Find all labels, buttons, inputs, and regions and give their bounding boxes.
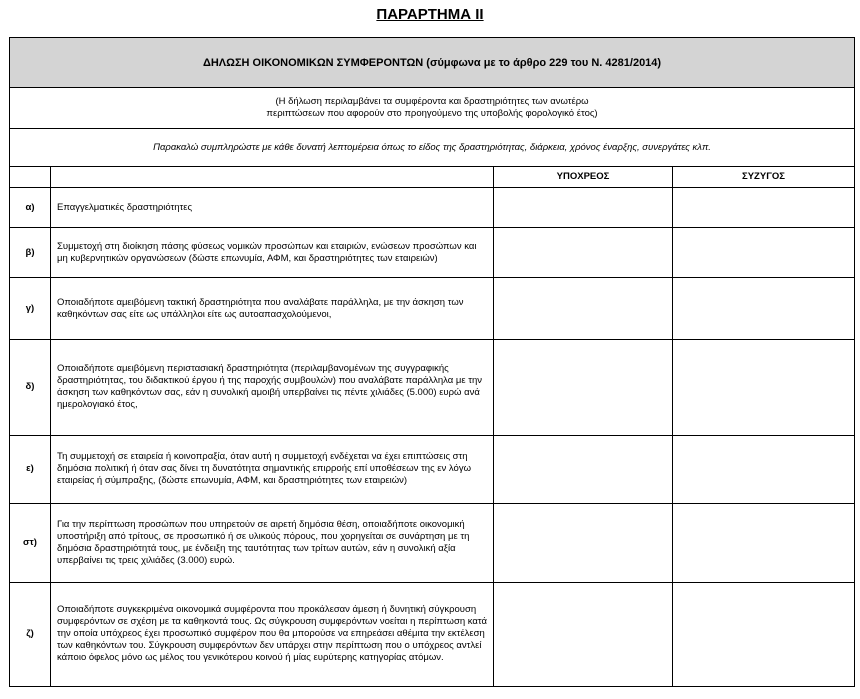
row-letter: γ) (10, 278, 51, 340)
declaration-form-table (9, 37, 855, 687)
spouse-entry-cell[interactable] (673, 188, 855, 228)
obligor-entry-cell[interactable] (494, 435, 673, 503)
obligor-entry-cell[interactable] (494, 188, 673, 228)
spouse-entry-cell[interactable] (673, 582, 855, 686)
form-header-row (10, 38, 855, 88)
note-line-1: (Η δήλωση περιλαμβάνει τα συμφέροντα και δραστηριότητες των ανωτέρω (275, 96, 589, 108)
obligor-entry-cell[interactable] (494, 503, 673, 582)
row-description: Επαγγελματικές δραστηριότητες (51, 188, 494, 228)
column-header-empty-letter (10, 167, 51, 188)
note-line-2: περιπτώσεων που αφορούν στο προηγούμενο της υποβολής φορολογικό έτος) (266, 108, 598, 120)
table-row (10, 503, 855, 582)
row-letter: β) (10, 228, 51, 278)
column-header-empty-desc (51, 167, 494, 188)
column-header-row (10, 167, 855, 188)
row-letter: α) (10, 188, 51, 228)
row-description: Οποιαδήποτε αμειβόμενη περιστασιακή δραστηριότητα (περιλαμβανομένων της συγγραφικής δραστηριότητας, του διδακτικού έργου ή της παροχής συμβουλών) που αναλάβατε παράλληλα με την άσκηση των καθηκόντων σας, εάν η συνολική αμοιβή υπερβαίνει τις πέντε χιλιάδες (5.000) ευρώ ανά ημερολογιακό έτος, (51, 340, 494, 435)
spouse-entry-cell[interactable] (673, 278, 855, 340)
obligor-entry-cell[interactable] (494, 582, 673, 686)
spouse-entry-cell[interactable] (673, 228, 855, 278)
form-header: ΔΗΛΩΣΗ ΟΙΚΟΝΟΜΙΚΩΝ ΣΥΜΦΕΡΟΝΤΩΝ (σύμφωνα με το άρθρο 229 του Ν. 4281/2014) (10, 38, 855, 88)
note-cell (10, 88, 855, 129)
page-title: ΠΑΡΑΡΤΗΜΑ ΙΙ (376, 6, 484, 23)
spouse-entry-cell[interactable] (673, 435, 855, 503)
row-letter: στ) (10, 503, 51, 582)
row-letter: ζ) (10, 582, 51, 686)
column-header-spouse: ΣΥΖΥΓΟΣ (673, 167, 855, 188)
row-letter: δ) (10, 340, 51, 435)
table-row (10, 188, 855, 228)
row-description: Οποιαδήποτε συγκεκριμένα οικονομικά συμφέροντα που προκάλεσαν άμεση ή δυνητική σύγκρουση συμφερόντων σε σχέση με τα καθηκοντά τους. Ως σύγκρουση συμφερόντων νοείται η περίπτωση κατά την οποία υπόχρεος έχει προσωπικό συμφέρον που θα μπορούσε να επηρεάσει αθέμιτα την εκτέλεση των καθηκόντων του. Σύγκρουση συμφερόντων δεν υπάρχει στην περίπτωση που ο υπόχρεος αντλεί κάποιο όφελος μόνο ως μέλος του γενικότερου κοινού ή μίας ευρύτερης κατηγορίας ατόμων. (51, 582, 494, 686)
table-row (10, 278, 855, 340)
obligor-entry-cell[interactable] (494, 228, 673, 278)
obligor-entry-cell[interactable] (494, 278, 673, 340)
row-letter: ε) (10, 435, 51, 503)
table-row (10, 435, 855, 503)
table-row (10, 228, 855, 278)
row-description: Για την περίπτωση προσώπων που υπηρετούν σε αιρετή δημόσια θέση, οποιαδήποτε οικονομική υποστήριξη από τρίτους, σε προσωπικό ή σε υλικούς πόρους, που χορηγείται σε συνάρτηση με τη δημόσια δραστηριότητά τους, με ένδειξη της ταυτότητας των τρίτων αυτών, εάν η συνολική αξία υπερβαίνει τις τρεις χιλιάδες (3.000) ευρώ. (51, 503, 494, 582)
instruction-text: Παρακαλώ συμπληρώστε με κάθε δυνατή λεπτομέρεια όπως το είδος της δραστηριότητας, διάρκεια, χρόνος έναρξης, συνεργάτες κλπ. (10, 129, 855, 167)
row-description: Οποιαδήποτε αμειβόμενη τακτική δραστηριότητα που αναλάβατε παράλληλα, με την άσκηση των καθηκόντων σας είτε ως υπάλληλοι είτε ως αυτοαπασχολούμενοι, (51, 278, 494, 340)
note-row (10, 88, 855, 129)
spouse-entry-cell[interactable] (673, 340, 855, 435)
row-description: Τη συμμετοχή σε εταιρεία ή κοινοπραξία, όταν αυτή η συμμετοχή ενδέχεται να έχει επιπτώσεις στη δημόσια πολιτική ή όταν σας δίνει τη δυνατότητα σημαντικής επιρροής επί υποθέσεων της εν λόγω εταιρείας ή σύμπραξης, (δώστε επωνυμία, ΑΦΜ, και δραστηριότητες των εταιρειών) (51, 435, 494, 503)
table-row (10, 340, 855, 435)
instruction-row (10, 129, 855, 167)
row-description: Συμμετοχή στη διοίκηση πάσης φύσεως νομικών προσώπων και εταιριών, ενώσεων προσώπων και μη κυβερνητικών οργανώσεων (δώστε επωνυμία, ΑΦΜ, και δραστηριότητες των εταιρειών) (51, 228, 494, 278)
obligor-entry-cell[interactable] (494, 340, 673, 435)
column-header-obligor: ΥΠΟΧΡΕΟΣ (494, 167, 673, 188)
spouse-entry-cell[interactable] (673, 503, 855, 582)
table-row (10, 582, 855, 686)
